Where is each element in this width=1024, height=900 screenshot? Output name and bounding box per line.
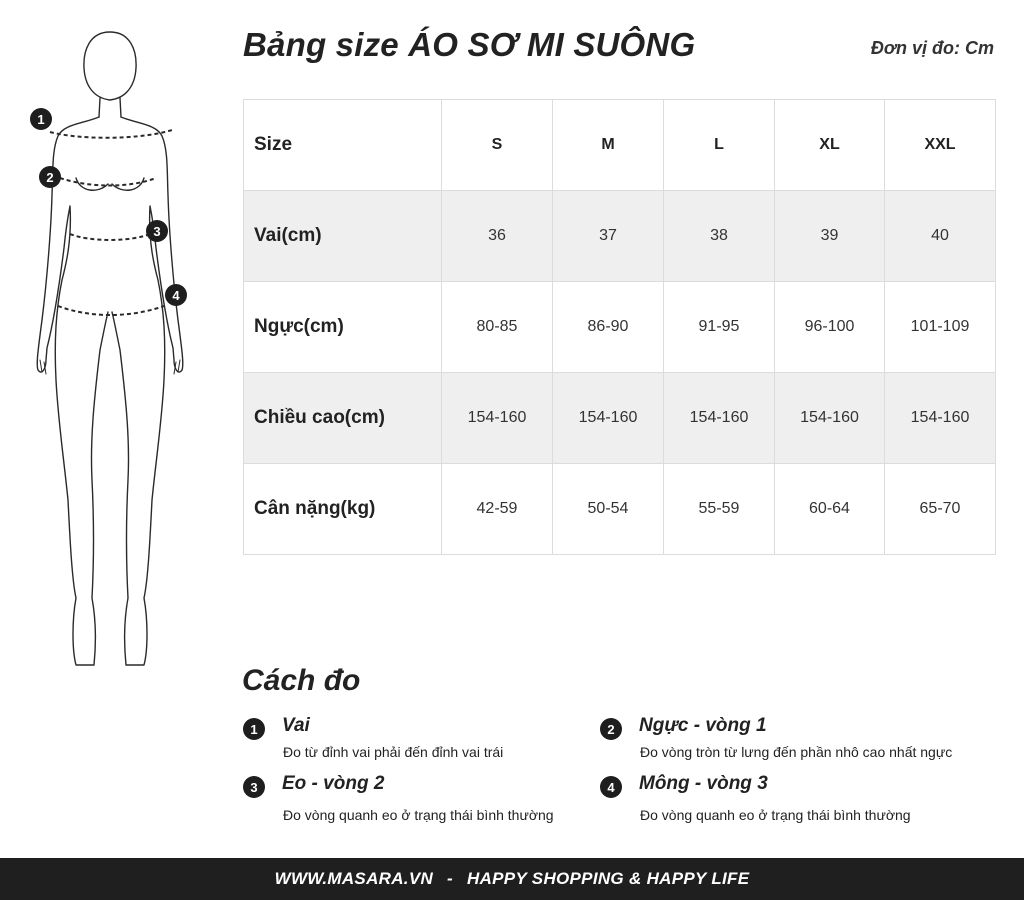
- hip-measure-line: [58, 306, 164, 315]
- table-cell: 154-160: [664, 373, 775, 464]
- row-label: Chiều cao(cm): [244, 373, 442, 464]
- measure-item-desc: Đo vòng tròn từ lưng đến phần nhô cao nhất ngực: [640, 744, 953, 760]
- table-cell: 60-64: [775, 464, 885, 555]
- table-cell: 80-85: [442, 282, 553, 373]
- marker-2: [39, 166, 61, 188]
- footer-separator: -: [447, 869, 454, 888]
- shoulder-measure-line: [50, 130, 172, 138]
- figure-left-outline: [37, 117, 108, 665]
- number-badge: 3: [243, 776, 265, 798]
- measure-item-name: Ngực - vòng 1: [639, 715, 767, 736]
- table-row-weight: [244, 464, 996, 555]
- table-row-height: [244, 373, 996, 464]
- table-cell: 39: [775, 191, 885, 282]
- table-row-shoulder: [244, 191, 996, 282]
- table-cell: 154-160: [885, 373, 996, 464]
- figure-neck: [99, 98, 121, 117]
- marker-1: [30, 108, 52, 130]
- table-cell: 154-160: [553, 373, 664, 464]
- figure-chest: [76, 178, 144, 190]
- marker-3: [146, 220, 168, 242]
- footer-slogan: HAPPY SHOPPING & HAPPY LIFE: [467, 869, 750, 888]
- measure-item-desc: Đo vòng quanh eo ở trạng thái bình thường: [283, 807, 554, 823]
- number-badge: 4: [600, 776, 622, 798]
- table-cell: 154-160: [442, 373, 553, 464]
- table-cell: 55-59: [664, 464, 775, 555]
- figure-head: [84, 32, 136, 100]
- table-cell: 154-160: [775, 373, 885, 464]
- unit-label: Đơn vị đo: Cm: [870, 38, 994, 58]
- size-header-xl: XL: [775, 100, 885, 191]
- measure-item-desc: Đo từ đỉnh vai phải đến đỉnh vai trái: [283, 744, 504, 760]
- table-cell: 42-59: [442, 464, 553, 555]
- table-cell: 101-109: [885, 282, 996, 373]
- svg-text:1: 1: [37, 112, 45, 127]
- svg-text:2: 2: [46, 170, 54, 185]
- size-table: [243, 99, 996, 555]
- marker-4: [165, 284, 187, 306]
- svg-text:4: 4: [172, 288, 180, 303]
- number-badge: 1: [243, 718, 265, 740]
- row-label: Ngực(cm): [244, 282, 442, 373]
- table-corner-label: Size: [244, 100, 442, 191]
- table-cell: 38: [664, 191, 775, 282]
- measure-item-name: Mông - vòng 3: [639, 773, 768, 794]
- figure-right-outline: [112, 117, 183, 665]
- number-badge: 2: [600, 718, 622, 740]
- row-label: Vai(cm): [244, 191, 442, 282]
- size-header-l: L: [664, 100, 775, 191]
- measure-item-desc: Đo vòng quanh eo ở trạng thái bình thường: [640, 807, 911, 823]
- page-title: Bảng size ÁO SƠ MI SUÔNG: [243, 26, 696, 63]
- size-header-s: S: [442, 100, 553, 191]
- table-cell: 40: [885, 191, 996, 282]
- table-cell: 36: [442, 191, 553, 282]
- table-cell: 50-54: [553, 464, 664, 555]
- table-cell: 37: [553, 191, 664, 282]
- body-figure-illustration: [20, 20, 210, 670]
- table-cell: 96-100: [775, 282, 885, 373]
- svg-text:3: 3: [153, 224, 161, 239]
- waist-measure-line: [70, 234, 150, 240]
- table-cell: 91-95: [664, 282, 775, 373]
- size-header-m: M: [553, 100, 664, 191]
- footer-bar: [0, 858, 1024, 900]
- footer-website[interactable]: WWW.MASARA.VN: [274, 869, 434, 888]
- table-cell: 86-90: [553, 282, 664, 373]
- measure-item-name: Eo - vòng 2: [282, 773, 385, 794]
- measure-section-title: Cách đo: [242, 664, 361, 697]
- table-row-chest: [244, 282, 996, 373]
- row-label: Cân nặng(kg): [244, 464, 442, 555]
- table-cell: 65-70: [885, 464, 996, 555]
- size-header-xxl: XXL: [885, 100, 996, 191]
- measure-item-name: Vai: [282, 715, 310, 736]
- table-header-row: [244, 100, 996, 191]
